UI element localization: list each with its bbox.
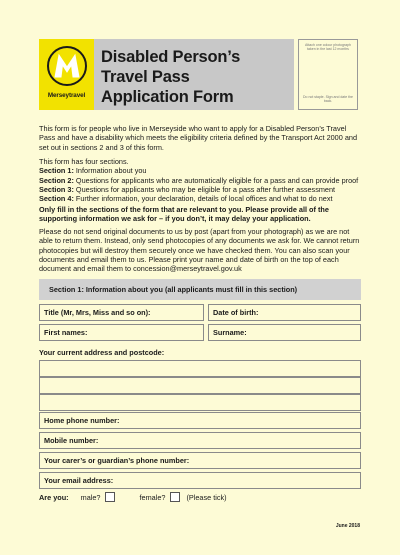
title-line: Disabled Person’s (101, 48, 241, 66)
brand-name: Merseytravel (47, 92, 86, 99)
title-field[interactable]: Title (Mr, Mrs, Miss and so on): (39, 304, 204, 321)
intro-paragraph: This form is for people who live in Merseyside who want to apply for a Disabled Person’s Travel Pass and have a disability which meets the eligibility criteria defined by the Transport Act 2000 and set out in sections 2 and 3 of this form. (39, 124, 357, 152)
form-header (39, 39, 294, 110)
photo-note: Do not staple. Sign and date the back. (303, 95, 354, 103)
are-you-label: Are you: (39, 492, 69, 502)
date-of-birth-field[interactable]: Date of birth: (208, 304, 361, 321)
section-item: Section 3: Questions for applicants who may be eligible for a pass after further assessment (39, 184, 336, 194)
title-line: Travel Pass (101, 68, 190, 86)
m-logo-icon (47, 46, 87, 86)
photo-instructions: Attach one colour photograph taken in the last 12 months (305, 43, 351, 51)
home-phone-field[interactable]: Home phone number: (39, 412, 361, 429)
address-line-1[interactable] (39, 360, 361, 377)
gender-row (39, 492, 227, 502)
section-item: Section 2: Questions for applicants who are automatically eligible for a pass and can provide proof (39, 175, 359, 185)
male-checkbox[interactable] (105, 492, 115, 502)
male-label: male? (80, 492, 101, 502)
section-item: Section 1: Information about you (39, 166, 147, 176)
footer-date: June 2018 (335, 523, 360, 529)
warning-paragraph: Only fill in the sections of the form that are relevant to you. Please provide all of the supporting information we ask for – if you don’t, it may delay your application. (39, 205, 329, 224)
form-title (94, 39, 240, 110)
please-tick-label: (Please tick) (186, 492, 227, 502)
documents-paragraph: Please do not send original documents to us by post (apart from your photograph) as we are not able to return them. Instead, only send photocopies of any documents we ask for. We cannot return photocopies but will destroy them securely once we have checked them. You can also scan your documents and email them to us. Please print your name and date of birth on the top of each document and email them to concession@merseytravel.gov.uk (39, 227, 360, 274)
surname-field[interactable]: Surname: (208, 324, 361, 341)
female-label: female? (139, 492, 166, 502)
email-field[interactable]: Your email address: (39, 472, 361, 489)
title-line: Application Form (101, 88, 234, 106)
address-label: Your current address and postcode: (39, 348, 165, 357)
merseytravel-logo (39, 39, 94, 110)
photo-box[interactable] (298, 39, 358, 110)
sections-list (39, 157, 361, 203)
section-item: Section 4: Further information, your declaration, details of local offices and what to do next (39, 194, 333, 204)
carer-phone-field[interactable]: Your carer’s or guardian’s phone number: (39, 452, 361, 469)
address-line-2[interactable] (39, 377, 361, 394)
address-line-3[interactable] (39, 394, 361, 411)
first-names-field[interactable]: First names: (39, 324, 204, 341)
mobile-field[interactable]: Mobile number: (39, 432, 361, 449)
section-1-heading: Section 1: Information about you (all applicants must fill in this section) (39, 279, 361, 300)
sections-intro: This form has four sections. (39, 157, 129, 166)
female-checkbox[interactable] (170, 492, 180, 502)
